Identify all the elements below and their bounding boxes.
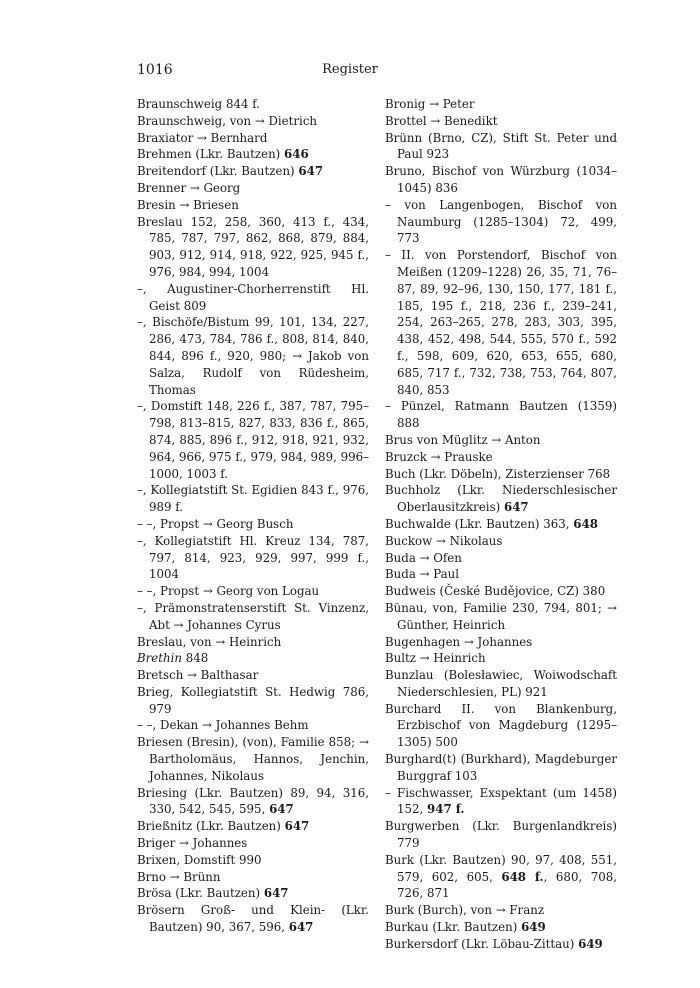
entry-text: Brixen, Domstift 990 [137,852,262,867]
index-entry [137,197,369,214]
entry-text: Braxiator → Bernhard [137,130,268,145]
index-entry [137,583,369,600]
index-entry [385,247,617,398]
entry-bold-page: 647 [269,802,294,817]
entry-text: – Fischwasser, Exspektant (um 1458) 152, [385,785,617,817]
entry-text-tail: , 680, 708, 726, 871 [397,869,617,901]
index-entry [137,96,369,113]
index-entry [385,650,617,667]
entry-text: Burk (Burch), von → Franz [385,903,545,918]
index-entry [137,785,369,819]
index-entry [385,113,617,130]
index-entry [385,566,617,583]
entry-text: Brießnitz (Lkr. Bautzen) [137,819,285,834]
running-head: Register [322,62,378,77]
entry-text: Breslau, von → Heinrich [137,634,282,649]
index-entry [137,869,369,886]
index-entry [137,113,369,130]
entry-text: 848 [182,651,209,666]
index-entry [137,516,369,533]
entry-text: Brenner → Georg [137,180,241,195]
entry-text: –, Bischöfe/Bistum 99, 101, 134, 227, 286, 473, 784, 786 f., 808, 814, 840, 844, 896 f., 920, 980; → Jakob von Salza, Rudolf von Rüdesheim, Thomas [137,315,369,397]
index-entry [385,197,617,247]
entry-text: Briger → Johannes [137,836,248,851]
entry-text: – II. von Porstendorf, Bischof von Meißen (1209–1228) 26, 35, 71, 76–87, 89, 92–96, 130, 150, 177, 181 f., 185, 195 f., 218, 236 f., 239–241, 254, 263–265, 278, 283, 303, 395, 438, 452, 498, 544, 555, 570 f., 592 f., 598, 609, 620, 653, 655, 680, 685, 717 f., 732, 738, 753, 764, 807, 840, 853 [385,248,617,397]
entry-text: Braunschweig, von → Dietrich [137,113,318,128]
index-entry [385,533,617,550]
entry-bold-page: 649 [578,936,603,951]
index-entry [385,583,617,600]
index-entry [385,751,617,785]
index-entry [385,516,617,533]
index-entry [385,432,617,449]
entry-text: Breitendorf (Lkr. Bautzen) [137,164,299,179]
entry-text: –, Kollegiatstift Hl. Kreuz 134, 787, 797, 814, 923, 929, 997, 999 f., 1004 [137,533,369,582]
page-number: 1016 [137,62,173,78]
entry-italic-term: Brethin [137,651,182,666]
index-entry [385,667,617,701]
entry-bold-page: 647 [298,164,324,179]
entry-text: Bretsch → Balthasar [137,668,259,683]
entry-text: Breslau 152, 258, 360, 413 f., 434, 785, 787, 797, 862, 868, 879, 884, 903, 912, 914, 918, 922, 925, 945 f., 976, 984, 994, 1004 [137,214,369,279]
entry-text: –, Kollegiatstift St. Egidien 843 f., 976, 989 f. [137,483,369,515]
index-entry [385,634,617,651]
entry-text: Bultz → Heinrich [385,651,486,666]
index-entry [137,214,369,281]
entry-text: – –, Propst → Georg von Logau [137,584,320,599]
index-entry [137,885,369,902]
entry-text: Bunzlau (Bolesławiec, Woiwodschaft Niederschlesien, PL) 921 [385,668,617,699]
entry-bold-page: 647 [503,500,529,515]
entry-text: –, Augustiner-Chorherrenstift Hl. Geist 809 [137,281,369,313]
entry-text: Budweis (České Budějovice, CZ) 380 [385,584,606,599]
entry-text: Bruzck → Prauske [385,449,493,464]
entry-text: Bruno, Bischof von Würzburg (1034–1045) 836 [385,164,617,195]
entry-bold-page: 649 [521,920,546,935]
entry-text: Burkau (Lkr. Bautzen) [385,920,522,935]
index-entry [137,314,369,398]
entry-text: Brno → Brünn [137,869,221,884]
entry-text: Buckow → Nikolaus [385,533,503,548]
entry-text: Brieg, Kollegiatstift St. Hedwig 786, 979 [137,684,369,716]
entry-bold-page: 947 f. [427,802,465,817]
index-entry [137,734,369,784]
index-entry [137,634,369,651]
entry-bold-page: 647 [263,886,289,901]
index-entry [385,600,617,634]
entry-bold-page: 648 f. [501,869,544,884]
entry-text: Buchholz (Lkr. Niederschlesischer Oberlausitzkreis) [385,483,617,515]
index-entry [385,785,617,819]
entry-text: Burgwerben (Lkr. Burgenlandkreis) 779 [385,819,617,851]
entry-text: Briesing (Lkr. Bautzen) 89, 94, 316, 330, 542, 545, 595, [137,785,369,817]
entry-text: –, Prämonstratenserstift St. Vinzenz, Abt → Johannes Cyrus [137,600,369,632]
index-column-left [137,96,369,936]
entry-text: Brehmen (Lkr. Bautzen) [137,147,285,162]
index-entry [385,818,617,852]
entry-text: Burkersdorf (Lkr. Löbau-Zittau) [385,936,579,951]
entry-text: Brus von Müglitz → Anton [385,432,541,447]
entry-text: Bresin → Briesen [137,197,239,212]
index-entry [137,180,369,197]
index-entry [137,852,369,869]
index-entry [137,130,369,147]
entry-text: Buchwalde (Lkr. Bautzen) 363, [385,516,574,531]
index-entry [137,163,369,180]
entry-text: Bugenhagen → Johannes [385,634,533,649]
entry-text: –, Domstift 148, 226 f., 387, 787, 795–798, 813–815, 827, 833, 836 f., 865, 874, 885, 896 f., 912, 918, 921, 932, 964, 966, 975 f., 979, 984, 989, 996–1000, 1003 f. [137,399,369,481]
index-entry [385,96,617,113]
index-entry [137,146,369,163]
entry-text: Brünn (Brno, CZ), Stift St. Peter und Paul 923 [385,130,617,162]
entry-text: Buda → Paul [385,567,460,582]
index-entry [137,398,369,482]
index-entry [385,550,617,567]
index-entry [137,835,369,852]
entry-bold-page: 646 [284,147,309,162]
index-entry [385,163,617,197]
entry-text: Burchard II. von Blankenburg, Erzbischof von Magdeburg (1295–1305) 500 [385,701,617,750]
index-entry [385,449,617,466]
entry-text: – von Langenbogen, Bischof von Naumburg (1285–1304) 72, 499, 773 [385,197,617,246]
entry-text: Burghard(t) (Burkhard), Magdeburger Burggraf 103 [385,752,617,783]
index-entry [385,919,617,936]
entry-text: – –, Propst → Georg Busch [137,516,294,531]
index-entry [137,600,369,634]
index-entry [137,281,369,315]
entry-text: – –, Dekan → Johannes Behm [137,718,309,733]
index-entry [385,466,617,483]
index-entry [137,667,369,684]
index-entry [385,398,617,432]
entry-text: Braunschweig 844 f. [137,97,260,111]
entry-bold-page: 647 [284,819,310,834]
index-entry [385,130,617,164]
entry-text: Bronig → Peter [385,97,475,111]
index-entry [385,852,617,902]
entry-text: Brösern Groß- und Klein- (Lkr. Bautzen) 90, 367, 596, [137,903,369,935]
index-column-right [385,96,617,953]
index-entry [385,902,617,919]
entry-text: – Pünzel, Ratmann Bautzen (1359) 888 [385,399,617,431]
entry-text: Brösa (Lkr. Bautzen) [137,886,264,901]
index-entry [137,717,369,734]
index-entry [137,533,369,583]
entry-text: Buda → Ofen [385,550,462,565]
entry-text: Buch (Lkr. Döbeln), Zisterzienser 768 [385,466,611,481]
index-entry [137,650,369,667]
entry-bold-page: 648 [573,516,598,531]
index-entry [385,482,617,516]
entry-text: Brottel → Benedikt [385,113,498,128]
entry-text: Bünau, von, Familie 230, 794, 801; → Günther, Heinrich [385,600,617,632]
index-entry [137,684,369,718]
entry-text: Burk (Lkr. Bautzen) 90, 97, 408, 551, 579, 602, 605, [385,852,617,884]
entry-bold-page: 647 [288,920,314,935]
index-entry [137,818,369,835]
index-entry [137,902,369,936]
index-entry [385,701,617,751]
entry-text: Briesen (Bresin), (von), Familie 858; → Bartholomäus, Hannos, Jenchin, Johannes, Nikolaus [137,735,369,783]
index-entry [385,936,617,953]
index-entry [137,482,369,516]
